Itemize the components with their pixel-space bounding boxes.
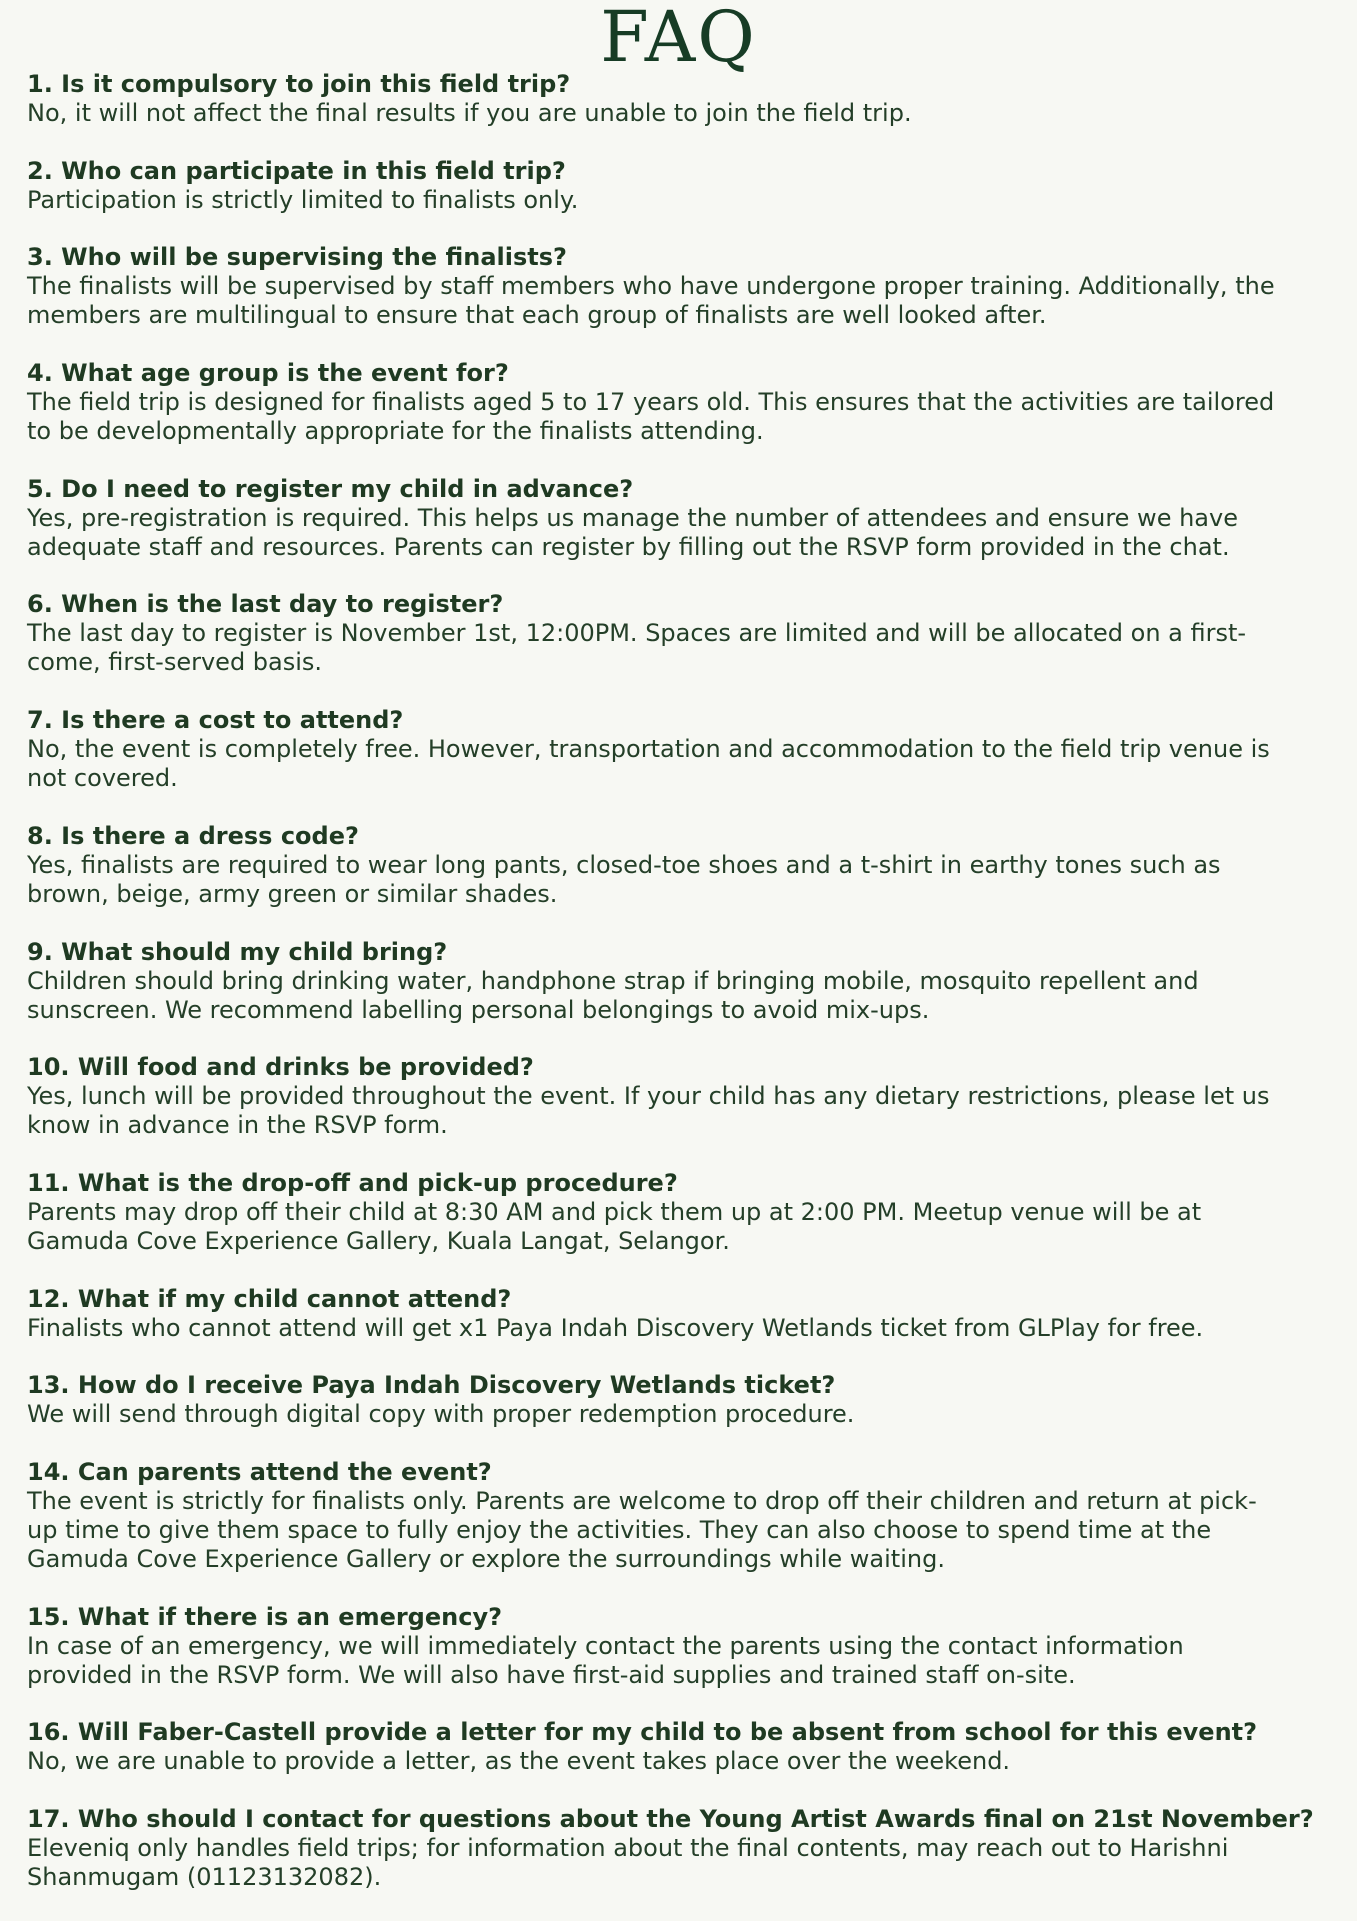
faq-question: 1. Is it compulsory to join this field trip? bbox=[27, 70, 571, 98]
faq-list bbox=[27, 70, 1332, 1921]
faq-item bbox=[27, 157, 1332, 215]
faq-answer: Finalists who cannot attend will get x1 Paya Indah Discovery Wetlands ticket from GLPlay for free. bbox=[27, 1313, 1204, 1342]
faq-question: 15. What if there is an emergency? bbox=[27, 1602, 503, 1631]
faq-item bbox=[27, 1169, 1332, 1256]
faq-question: 3. Who will be supervising the finalists? bbox=[27, 243, 567, 272]
faq-item bbox=[27, 70, 1332, 128]
faq-answer: Yes, pre-registration is required. This helps us manage the number of attendees and ensure we have adequate staff and resources. Parents can register by filling out the RSVP form provided in the chat. bbox=[27, 503, 1238, 561]
faq-answer: The event is strictly for finalists only. Parents are welcome to drop off their children and return at pick- up time to give them space to fully enjoy the activities. They can also choose to spend time at the Gamuda Cove Experience Gallery or explore the surroundings while waiting. bbox=[27, 1486, 1257, 1573]
faq-question: 8. Is there a dress code? bbox=[27, 821, 359, 850]
faq-item bbox=[27, 1053, 1332, 1140]
faq-item bbox=[27, 1458, 1332, 1574]
faq-question: 16. Will Faber-Castell provide a letter for my child to be absent from school for this event? bbox=[27, 1718, 1258, 1747]
faq-answer: Children should bring drinking water, handphone strap if bringing mobile, mosquito repellent and sunscreen. We recommend labelling personal belongings to avoid mix-ups. bbox=[27, 966, 1199, 1024]
faq-answer: The finalists will be supervised by staff members who have undergone proper training. Additionally, the members are multilingual to ensure that each group of finalists are well looked after. bbox=[27, 272, 1275, 330]
faq-answer: Eleveniq only handles field trips; for information about the final contents, may reach out to Harishni Shanmugam (01123132082). bbox=[27, 1834, 1229, 1891]
faq-question: 2. Who can participate in this field trip? bbox=[27, 156, 566, 185]
faq-question: 12. What if my child cannot attend? bbox=[27, 1284, 512, 1313]
faq-question: 14. Can parents attend the event? bbox=[27, 1457, 492, 1486]
faq-item bbox=[27, 1371, 1332, 1429]
faq-item bbox=[27, 1805, 1332, 1892]
faq-answer: Yes, lunch will be provided throughout the event. If your child has any dietary restrictions, please let us know in advance in the RSVP form. bbox=[27, 1082, 1270, 1140]
faq-item bbox=[27, 938, 1332, 1025]
faq-item bbox=[27, 1285, 1332, 1343]
faq-item bbox=[27, 822, 1332, 909]
faq-item bbox=[27, 475, 1332, 562]
faq-question: 4. What age group is the event for? bbox=[27, 359, 509, 388]
faq-item bbox=[27, 706, 1332, 793]
faq-answer: The last day to register is November 1st, 12:00PM. Spaces are limited and will be allocated on a first- come, first-served basis. bbox=[27, 619, 1247, 677]
faq-question: 9. What should my child bring? bbox=[27, 937, 448, 966]
faq-answer: No, we are unable to provide a letter, as the event takes place over the weekend. bbox=[27, 1747, 1011, 1776]
faq-question: 11. What is the drop-off and pick-up procedure? bbox=[27, 1168, 678, 1197]
faq-answer: Parents may drop off their child at 8:30 AM and pick them up at 2:00 PM. Meetup venue will be at Gamuda Cove Experience Gallery, Kuala Langat, Selangor. bbox=[27, 1197, 1202, 1255]
page-title: FAQ bbox=[600, 0, 757, 78]
faq-item bbox=[27, 1603, 1332, 1690]
faq-item bbox=[27, 243, 1332, 330]
faq-answer: The field trip is designed for finalists aged 5 to 17 years old. This ensures that the activities are tailored to be developmentally appropriate for the finalists attending. bbox=[27, 388, 1275, 446]
faq-question: 13. How do I receive Paya Indah Discovery Wetlands ticket? bbox=[27, 1371, 836, 1400]
faq-answer: No, it will not affect the final results if you are unable to join the field trip. bbox=[27, 99, 912, 127]
faq-question: 6. When is the last day to register? bbox=[27, 590, 504, 619]
faq-question: 10. Will food and drinks be provided? bbox=[27, 1053, 534, 1082]
faq-answer: In case of an emergency, we will immediately contact the parents using the contact information provided in the RSVP form. We will also have first-aid supplies and trained staff on-site. bbox=[27, 1631, 1184, 1689]
faq-answer: No, the event is completely free. However, transportation and accommodation to the field trip venue is not covered. bbox=[27, 735, 1270, 793]
faq-answer: Participation is strictly limited to finalists only. bbox=[27, 185, 579, 214]
faq-answer: We will send through digital copy with proper redemption procedure. bbox=[27, 1400, 855, 1429]
faq-question: 7. Is there a cost to attend? bbox=[27, 706, 404, 735]
faq-question: 5. Do I need to register my child in advance? bbox=[27, 474, 634, 503]
faq-item bbox=[27, 359, 1332, 446]
faq-item bbox=[27, 1718, 1332, 1776]
faq-question: 17. Who should I contact for questions about the Young Artist Awards final on 21st November? bbox=[27, 1805, 1314, 1833]
faq-answer: Yes, finalists are required to wear long pants, closed-toe shoes and a t-shirt in earthy tones such as brown, beige, army green or similar shades. bbox=[27, 850, 1221, 908]
faq-item bbox=[27, 590, 1332, 677]
